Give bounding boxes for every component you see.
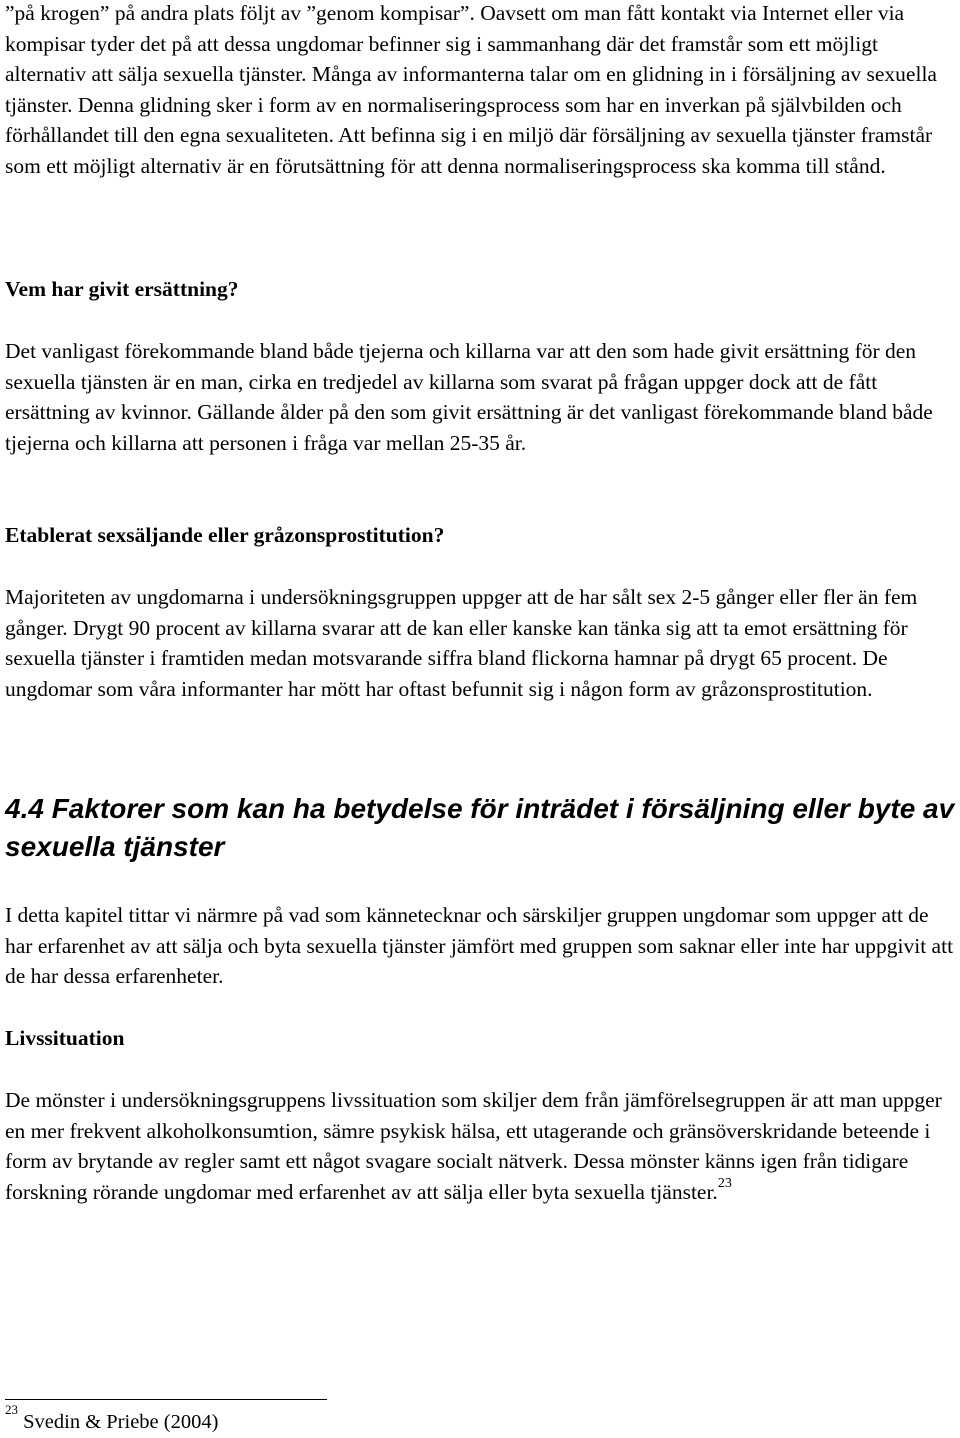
paragraph-intro-quote: ”på krogen” på andra plats följt av ”genom kompisar”. <box>5 1 481 25</box>
heading-livssituation: Livssituation <box>5 1026 125 1050</box>
paragraph-intro-body: Oavsett om man fått kontakt via Internet eller via kompisar tyder det på att dessa ungdomar befinner sig i sammanhang där det framstår som ett möjligt alternativ att sälja sexuella tjänster. Många av informanterna talar om en glidning in i försäljning av sexuella tjänster. Denna glidning sker i form av en normaliseringsprocess som har en inverkan på självbilden och förhållandet till den egna sexualiteten. Att befinna sig i en miljö där försäljning av sexuella tjänster framstår som ett möjligt alternativ är en förutsättning för att denna normaliseringsprocess ska komma till stånd. <box>5 1 937 178</box>
heading-vem-har-givit-ersattning: Vem har givit ersättning? <box>5 277 239 301</box>
footnote-divider <box>5 1399 327 1400</box>
paragraph-kapitel-intro: I detta kapitel tittar vi närmre på vad som kännetecknar och särskiljer gruppen ungdomar som uppger att de har erfarenhet av att sälja och byta sexuella tjänster jämfört med gruppen som saknar eller inte har uppgivit att de har dessa erfarenheter. <box>5 903 954 989</box>
footnote-number: 23 <box>5 1402 18 1418</box>
paragraph-livssituation <box>5 1085 957 1207</box>
paragraph-intro <box>5 0 957 182</box>
section-heading-4-4: 4.4 Faktorer som kan ha betydelse för inträdet i försäljning eller byte av sexuella tjänster <box>5 793 955 862</box>
footnote <box>5 1402 219 1436</box>
footnote-text: Svedin & Priebe (2004) <box>23 1411 219 1433</box>
paragraph-majoriteten: Majoriteten av ungdomarna i undersökningsgruppen uppger att de har sålt sex 2-5 gånger eller fler än fem gånger. Drygt 90 procent av killarna svarar att de kan eller kanske kan tänka sig att ta emot ersättning för sexuella tjänster i framtiden medan motsvarande siffra bland flickorna hamnar på drygt 65 procent. De ungdomar som våra informanter har mött har oftast befunnit sig i någon form av gråzonsprostitution. <box>5 585 918 701</box>
heading-etablerat-sexsaljande: Etablerat sexsäljande eller gråzonsprostitution? <box>5 523 445 547</box>
paragraph-livssituation-body: De mönster i undersökningsgruppens livssituation som skiljer dem från jämförelsegruppen är att man uppger en mer frekvent alkoholkonsumtion, sämre psykisk hälsa, ett utagerande och gränsöverskridande beteende i form av brytande av regler samt ett något svagare socialt nätverk. Dessa mönster känns igen från tidigare forskning rörande ungdomar med erfarenhet av att sälja eller byta sexuella tjänster. <box>5 1088 942 1204</box>
footnote-reference[interactable]: 23 <box>717 1175 732 1191</box>
paragraph-ersattning: Det vanligast förekommande bland både tjejerna och killarna var att den som hade givit ersättning för den sexuella tjänsten är en man, cirka en tredjedel av killarna som svarat på frågan uppger dock att de fått ersättning av kvinnor. Gällande ålder på den som givit ersättning är det vanligast förekommande bland både tjejerna och killarna att personen i fråga var mellan 25-35 år. <box>5 339 933 455</box>
